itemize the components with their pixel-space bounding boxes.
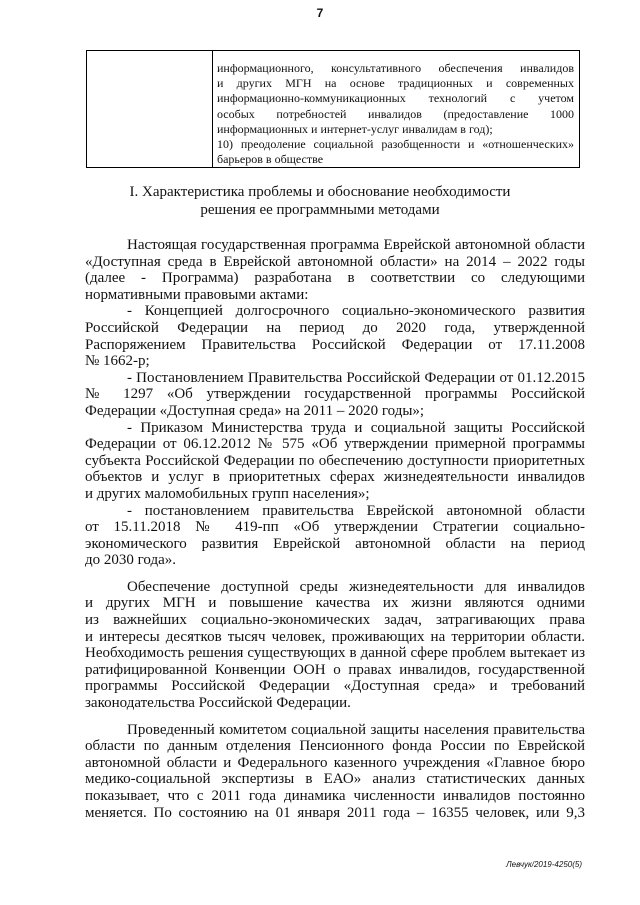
text-line: Настоящая государственная программа Еврейской автономной области (127, 237, 585, 253)
table-line: особых потребностей инвалидов (предоставление 1000 (217, 106, 574, 121)
text-line: и других МГН и повышение качества их жизни являются одними (85, 595, 585, 612)
text-line: из важнейших социально-экономических задач, затрагивающих права (85, 612, 585, 629)
table-left-cell (87, 51, 213, 168)
text-line: № 1662-р; (85, 353, 150, 370)
text-line: - Приказом Министерства труда и социальной защиты Российской (127, 419, 585, 436)
text-line: «Доступная среда в Еврейской автономной области» на 2014 – 2022 годы (85, 253, 585, 270)
text-line: и других маломобильных групп населения»; (85, 485, 370, 502)
text-line: - Постановлением Правительства Российской Федерации от 01.12.2015 (127, 369, 585, 386)
text-line: ратифицированной Конвенции ООН о правах инвалидов, государственной (85, 661, 585, 678)
text-line: Проведенный комитетом социальной защиты населения правительства (127, 721, 585, 738)
table-line: и других МГН на основе традиционных и современных (217, 76, 574, 91)
text-line: нормативными правовыми актами: (85, 286, 309, 303)
page-number: 7 (316, 6, 324, 20)
paragraph (85, 722, 585, 822)
text-line: до 2030 года». (85, 552, 177, 569)
text-line: Федерации от 06.12.2012 № 575 «Об утверждении примерной программы (85, 436, 585, 453)
text-line: автономной области и Федерального казенного учреждения «Главное бюро (85, 754, 585, 771)
paragraph (85, 370, 585, 420)
text-line: программы Российской Федерации «Доступная среда» и требований (85, 678, 585, 695)
table-line: барьеров в обществе (217, 152, 324, 167)
table-line: информационных и интернет-услуг инвалидам в год); (217, 121, 493, 136)
paragraph (85, 503, 585, 569)
text-line: Распоряжением Правительства Российской Федерации от 17.11.2008 (85, 336, 585, 353)
paragraph (85, 237, 585, 303)
text-line: экономического развития Еврейской автономной области на период (85, 535, 585, 552)
paragraph (85, 420, 585, 503)
continuation-table (86, 50, 580, 168)
paragraph (85, 579, 585, 712)
document-code: Левчук/2019-4250(5) (506, 860, 582, 869)
text-line: субъекта Российской Федерации по обеспечению доступности приоритетных (85, 452, 585, 469)
table-right-cell (213, 51, 580, 168)
text-line: - постановлением правительства Еврейской автономной области (127, 502, 585, 519)
text-line: области по данным отделения Пенсионного фонда России по Еврейской (85, 738, 585, 755)
text-line: медико-социальной экспертизы в ЕАО» анализ статистических данных (85, 771, 585, 788)
text-line: Федерации «Доступная среда» на 2011 – 2020 годы»; (85, 402, 425, 419)
text-line: объектов и услуг в приоритетных сферах жизнедеятельности инвалидов (85, 469, 585, 486)
table-line: информационного, консультативного обеспечения инвалидов (217, 61, 574, 75)
text-line: Российской Федерации на период до 2020 года, утвержденной (85, 319, 585, 336)
section-heading (0, 183, 640, 219)
text-line: № 1297 «Об утверждении государственной программы Российской (85, 386, 585, 403)
heading-line: I. Характеристика проблемы и обоснование необходимости (129, 184, 511, 200)
text-line: (далее - Программа) разработана в соответствии со следующими (85, 270, 585, 287)
text-line: меняется. По состоянию на 01 января 2011 года – 16355 человек, или 9,3 (85, 804, 585, 821)
table-line: информационно-коммуникационных технологий с учетом (217, 91, 574, 106)
text-line: и интересы десятков тысяч человек, проживающих на территории области. (85, 628, 585, 645)
text-line: от 15.11.2018 № 419-пп «Об утверждении Стратегии социально- (85, 519, 585, 536)
heading-line: решения ее программными методами (200, 202, 440, 218)
text-line: законодательства Российской Федерации. (85, 695, 351, 712)
text-line: показывает, что с 2011 года динамика численности инвалидов постоянно (85, 788, 585, 804)
table-line: 10) преодоление социальной разобщенности и «отношенческих» (217, 137, 574, 152)
text-line: Обеспечение доступной среды жизнедеятельности для инвалидов (127, 578, 585, 595)
text-line: - Концепцией долгосрочного социально-экономического развития (127, 303, 585, 320)
text-line: Необходимость решения существующих в данной сфере проблем вытекает из (85, 645, 585, 662)
paragraph (85, 303, 585, 369)
body-text (85, 237, 585, 821)
table-cell-text (213, 51, 579, 167)
